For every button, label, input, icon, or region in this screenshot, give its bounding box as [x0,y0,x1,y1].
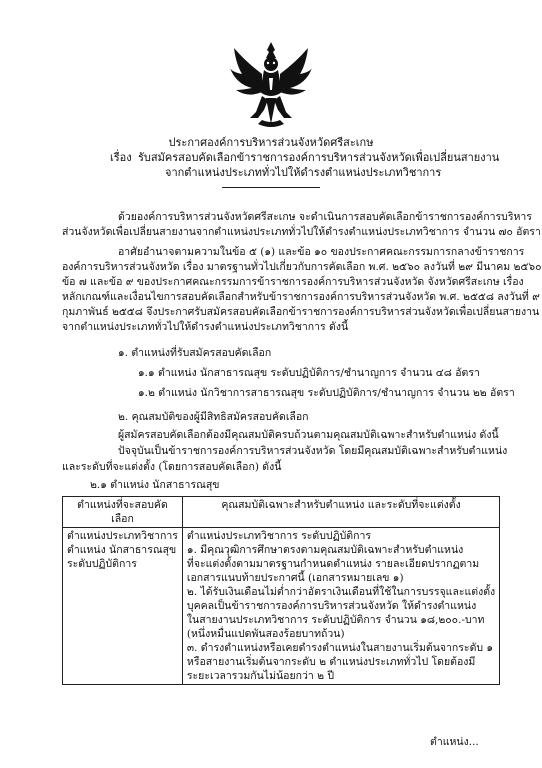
table-position-cell [63,528,183,685]
section-2-line-3: และระดับที่จะแต่งตั้ง (โดยการสอบคัดเลือก) ดังนี้ [62,461,282,473]
authority-line-5: กุมภาพันธ์ ๒๕๕๘ จึงประกาศรับสมัครสอบคัดเลือกข้าราชการองค์การบริหารส่วนจังหวัดเพื่อเปลี่ยนสายงาน [62,306,540,318]
qualification-2-line-3: ในสายงานประเภทวิชาการ ระดับปฏิบัติการ จำนวน ๑๘,๒๐๐.-บาท [186,614,485,626]
section-1-item-1: ๑.๑ ตำแหน่ง นักสาธารณสุข ระดับปฏิบัติการ/ชำนาญการ จำนวน ๔๘ อัตรา [138,367,480,379]
authority-line-1: อาศัยอำนาจตามความในข้อ ๕ (๑) และข้อ ๑๐ ของประกาศคณะกรรมการกลางข้าราชการ [118,246,525,258]
announcement-org-line: ประกาศองค์การบริหารส่วนจังหวัดศรีสะเกษ [168,136,374,149]
qualification-1-line-3: เอกสารแนบท้ายประกาศนี้ (เอกสารหมายเลข ๑) [186,572,404,584]
position-type: ตำแหน่งประเภทวิชาการ [67,530,178,542]
qualification-2-line-4: (หนึ่งหมื่นแปดพันสองร้อยบาทถ้วน) [186,628,345,640]
subject-label: เรื่อง [110,151,132,164]
header-divider [222,187,320,188]
section-1-item-2: ๑.๒ ตำแหน่ง นักวิชาการสาธารณสุข ระดับปฏิบัติการ/ชำนาญการ จำนวน ๒๒ อัตรา [138,387,515,399]
qualification-2-line-1: ๒. ได้รับเงินเดือนไม่ต่ำกว่าอัตราเงินเดือนที่ใช้ในการบรรจุและแต่งตั้ง [186,586,496,598]
qualification-3-line-2: หรือสายงานเริ่มต้นจากระดับ ๒ ตำแหน่งประเภททั่วไป โดยต้องมี [186,656,476,668]
section-1-heading: ๑. ตำแหน่งที่รับสมัครสอบคัดเลือก [118,347,272,359]
qualification-1-line-1: ๑. มีคุณวุฒิการศึกษาตรงตามคุณสมบัติเฉพาะสำหรับตำแหน่ง [186,544,464,556]
subject-line-1: รับสมัครสอบคัดเลือกข้าราชการองค์การบริหารส่วนจังหวัดเพื่อเปลี่ยนสายงาน [138,151,500,164]
table-qualification-cell [182,528,499,685]
authority-line-2: องค์การบริหารส่วนจังหวัด เรื่อง มาตรฐานทั่วไปเกี่ยวกับการคัดเลือก พ.ศ. ๒๕๖๐ ลงวันที่ ๒๙ มีนาคม ๒๕๖๐ [62,261,542,273]
table-col2-header: คุณสมบัติเฉพาะสำหรับตำแหน่ง และระดับที่จะแต่งตั้ง [182,497,499,528]
table-col1-header: ตำแหน่งที่จะสอบคัดเลือก [63,497,183,528]
section-2-line-2: ปัจจุบันเป็นข้าราชการองค์การบริหารส่วนจังหวัด โดยมีคุณสมบัติเฉพาะสำหรับตำแหน่ง [118,445,508,457]
qualification-3-line-3: ระยะเวลารวมกันไม่น้อยกว่า ๒ ปี [186,670,335,682]
qualification-table [62,496,500,685]
position-name: ตำแหน่ง นักสาธารณสุข [67,544,177,556]
section-2-heading: ๒. คุณสมบัติของผู้มีสิทธิสมัครสอบคัดเลือก [118,411,309,423]
qualification-heading: ตำแหน่งประเภทวิชาการ ระดับปฏิบัติการ [186,530,371,542]
qualification-3-line-1: ๓. ดำรงตำแหน่งหรือเคยดำรงตำแหน่งในสายงานเริ่มต้นจากระดับ ๑ [186,642,494,654]
qualification-1-line-2: ที่จะแต่งตั้งตามมาตรฐานกำหนดตำแหน่ง รายละเอียดปรากฏตาม [186,558,480,570]
page-continuation: ตำแหน่ง... [430,736,479,748]
authority-line-6: จากตำแหน่งประเภททั่วไปให้ดำรงตำแหน่งประเภทวิชาการ ดังนี้ [62,321,349,333]
intro-line-1: ด้วยองค์การบริหารส่วนจังหวัดศรีสะเกษ จะดำเนินการสอบคัดเลือกข้าราชการองค์การบริหาร [118,211,532,223]
section-2-line-1: ผู้สมัครสอบคัดเลือกต้องมีคุณสมบัติครบถ้วนตามคุณสมบัติเฉพาะสำหรับตำแหน่ง ดังนี้ [118,429,499,441]
table-row [63,528,500,685]
intro-line-2: ส่วนจังหวัดเพื่อเปลี่ยนสายงานจากตำแหน่งประเภททั่วไปให้ดำรงตำแหน่งประเภทวิชาการ จำนวน ๗๐ อัตรา [62,226,541,238]
table-header-row [63,497,500,528]
subject-line-2: จากตำแหน่งประเภททั่วไปให้ดำรงตำแหน่งประเภทวิชาการ [165,166,442,179]
qualification-2-line-2: บุคคลเป็นข้าราชการองค์การบริหารส่วนจังหวัด ให้ดำรงตำแหน่ง [186,600,477,612]
section-2-1-heading: ๒.๑ ตำแหน่ง นักสาธารณสุข [90,479,220,491]
position-level: ระดับปฏิบัติการ [67,558,137,570]
authority-line-3: ข้อ ๗ และข้อ ๙ ของประกาศคณะกรรมการข้าราชการองค์การบริหารส่วนจังหวัด จังหวัดศรีสะเกษ เรื่อง [62,276,524,288]
authority-line-4: หลักเกณฑ์และเงื่อนไขการสอบคัดเลือกสำหรับข้าราชการองค์การบริหารส่วนจังหวัด พ.ศ. ๒๕๕๘ ลงวันที่ ๙ [62,291,540,303]
garuda-emblem-icon [228,40,314,130]
